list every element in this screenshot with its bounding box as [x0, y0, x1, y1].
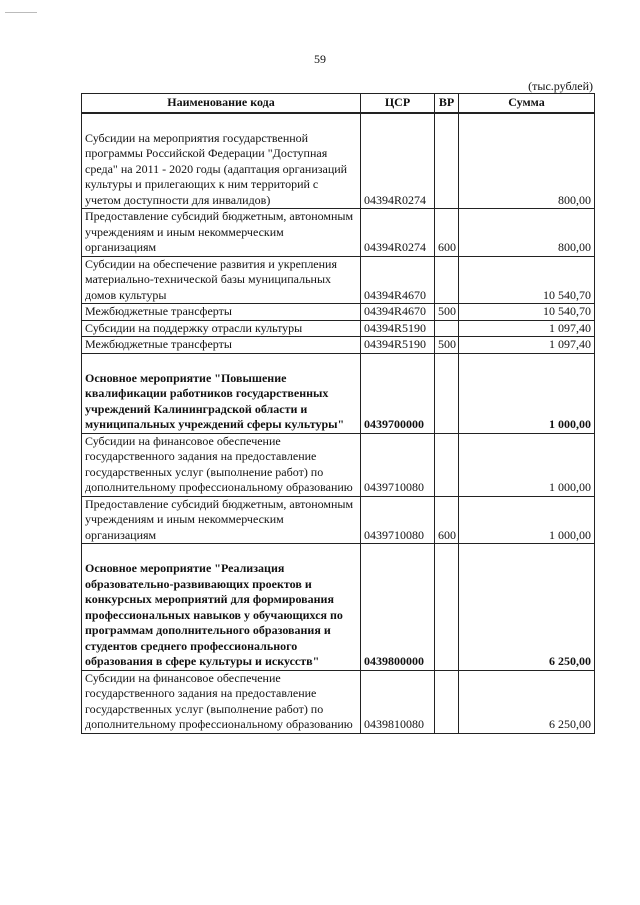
- row-sum: 10 540,70: [459, 304, 595, 321]
- row-vr: 600: [435, 209, 459, 257]
- row-vr: [435, 353, 459, 433]
- row-sum: 1 000,00: [459, 353, 595, 433]
- row-sum: 800,00: [459, 113, 595, 209]
- row-name: Межбюджетные трансферты: [82, 337, 361, 354]
- row-vr: 500: [435, 337, 459, 354]
- budget-table: [81, 93, 595, 734]
- row-sum: 1 097,40: [459, 320, 595, 337]
- table-row: [82, 353, 595, 433]
- row-vr: [435, 256, 459, 304]
- scan-artifact-mark: [5, 12, 37, 13]
- row-name: Субсидии на мероприятия государственной программы Российской Федерации "Доступная среда" на 2011 - 2020 годы (адаптация организаций культуры и прилегающих к ним территорий с учетом доступности для инвалидов): [82, 113, 361, 209]
- unit-note: (тыс.рублей): [528, 79, 593, 93]
- row-vr: [435, 433, 459, 496]
- row-sum: 1 000,00: [459, 496, 595, 544]
- row-csr: 04394R4670: [361, 304, 435, 321]
- row-name: Субсидии на поддержку отрасли культуры: [82, 320, 361, 337]
- table-row: [82, 670, 595, 733]
- row-name: Предоставление субсидий бюджетным, автономным учреждениям и иным некоммерческим организациям: [82, 496, 361, 544]
- page-number: 59: [314, 52, 326, 66]
- row-name: Межбюджетные трансферты: [82, 304, 361, 321]
- row-vr: [435, 544, 459, 671]
- row-sum: 10 540,70: [459, 256, 595, 304]
- row-csr: 04394R4670: [361, 256, 435, 304]
- row-name: Субсидии на финансовое обеспечение государственного задания на предоставление государственных услуг (выполнение работ) по дополнительному профессиональному образованию: [82, 670, 361, 733]
- row-csr: 04394R5190: [361, 320, 435, 337]
- row-name: Основное мероприятие "Реализация образовательно-развивающих проектов и конкурсных мероприятий для формирования профессиональных навыков у обучающихся по программам дополнительного образования и студентов среднего профессионального образования в сфере культуры и искусств": [82, 544, 361, 671]
- row-csr: 0439700000: [361, 353, 435, 433]
- table-row: [82, 304, 595, 321]
- row-sum: 1 000,00: [459, 433, 595, 496]
- row-vr: 500: [435, 304, 459, 321]
- row-name: Субсидии на финансовое обеспечение государственного задания на предоставление государственных услуг (выполнение работ) по дополнительному профессиональному образованию: [82, 433, 361, 496]
- table-row: [82, 433, 595, 496]
- table-row: [82, 544, 595, 671]
- header-csr: ЦСР: [361, 94, 435, 113]
- row-name: Субсидии на обеспечение развития и укрепления материально-технической базы муниципальных домов культуры: [82, 256, 361, 304]
- row-csr: 0439800000: [361, 544, 435, 671]
- row-csr: 04394R0274: [361, 113, 435, 209]
- header-vr: ВР: [435, 94, 459, 113]
- row-csr: 0439810080: [361, 670, 435, 733]
- table-row: [82, 320, 595, 337]
- table-header-row: [82, 94, 595, 113]
- header-sum: Сумма: [459, 94, 595, 113]
- header-name: Наименование кода: [82, 94, 361, 113]
- row-sum: 6 250,00: [459, 670, 595, 733]
- row-name: Предоставление субсидий бюджетным, автономным учреждениям и иным некоммерческим организациям: [82, 209, 361, 257]
- table-row: [82, 209, 595, 257]
- row-csr: 04394R5190: [361, 337, 435, 354]
- table-row: [82, 256, 595, 304]
- row-vr: [435, 113, 459, 209]
- table-body: [82, 113, 595, 734]
- row-name: Основное мероприятие "Повышение квалификации работников государственных учреждений Калининградской области и муниципальных учреждений сферы культуры": [82, 353, 361, 433]
- row-sum: 1 097,40: [459, 337, 595, 354]
- row-vr: [435, 320, 459, 337]
- row-csr: 0439710080: [361, 433, 435, 496]
- row-csr: 0439710080: [361, 496, 435, 544]
- row-vr: [435, 670, 459, 733]
- row-vr: 600: [435, 496, 459, 544]
- table-row: [82, 113, 595, 209]
- table-row: [82, 496, 595, 544]
- table-row: [82, 337, 595, 354]
- row-csr: 04394R0274: [361, 209, 435, 257]
- row-sum: 800,00: [459, 209, 595, 257]
- row-sum: 6 250,00: [459, 544, 595, 671]
